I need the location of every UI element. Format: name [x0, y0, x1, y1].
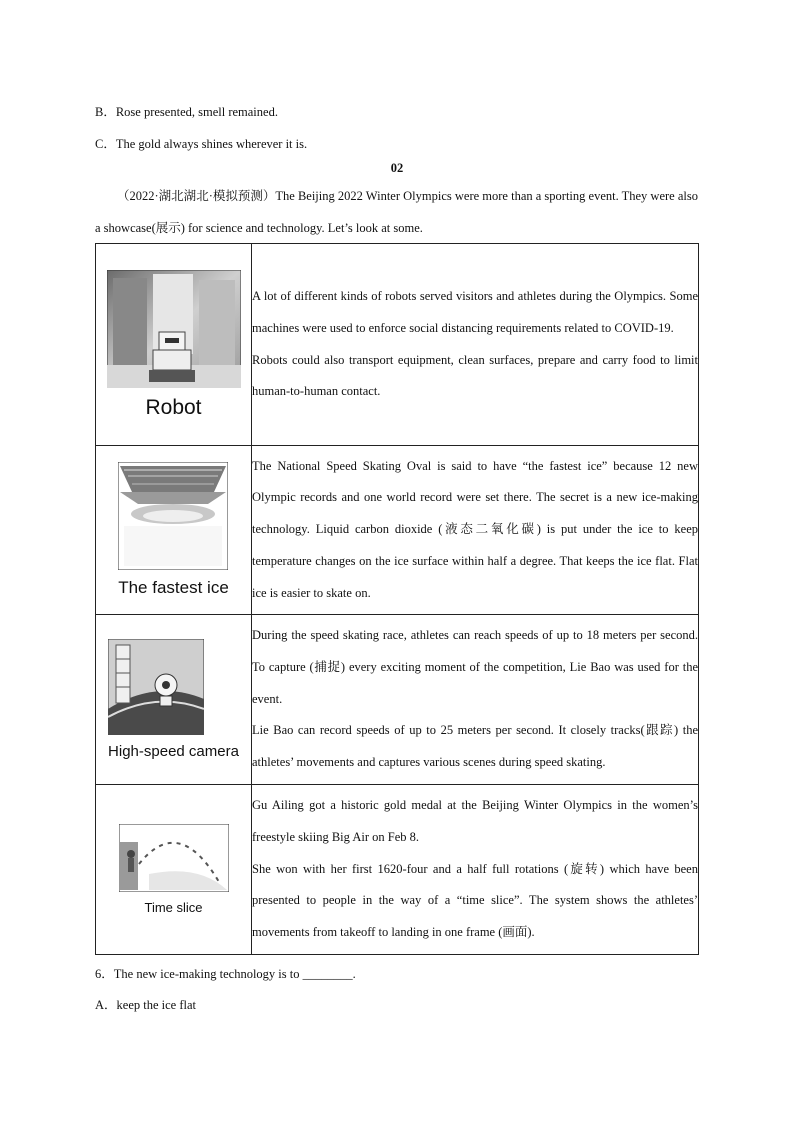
camera-photo [108, 639, 239, 760]
image-cell [96, 615, 252, 785]
robot-photo [107, 270, 241, 420]
paragraph: Robots could also transport equipment, clean surfaces, prepare and carry food to limit human-to-human contact. [252, 352, 698, 399]
paragraph: Gu Ailing got a historic gold medal at the Beijing Winter Olympics in the women’s freestyle skiing Big Air on Feb 8. [252, 798, 698, 844]
option-c [95, 134, 307, 152]
question-number: 6． [95, 967, 114, 981]
option-b [95, 102, 278, 120]
paragraph: A lot of different kinds of robots served visitors and athletes during the Olympics. Some machines were used to enforce social distancing requirements related to COVID-19. [252, 288, 698, 335]
row-caption: High-speed camera [108, 743, 239, 760]
option-letter: A． [95, 998, 117, 1012]
image-cell [96, 446, 252, 615]
option-text: keep the ice flat [116, 998, 196, 1012]
ice-oval-photo [118, 462, 229, 598]
time-slice-skier-icon [119, 824, 229, 892]
paragraph: The National Speed Skating Oval is said to have “the fastest ice” because 12 new Olympic records and one world record were set there. The secret is a new ice-making technology. Liquid carbon dioxide (液态二氧化碳) is put under the ice to keep temperature changes on the ice surface within half a degree. That keeps the ice flat. Flat ice is easier to skate on. [252, 458, 698, 600]
image-cell [96, 785, 252, 955]
row-caption: Time slice [144, 899, 203, 915]
option-a [95, 995, 196, 1013]
row-caption: Robot [145, 395, 202, 419]
time-slice-photo [119, 824, 229, 915]
table-row [96, 785, 699, 955]
option-letter: B． [95, 105, 116, 119]
table-row [96, 446, 699, 615]
paragraph: Lie Bao can record speeds of up to 25 meters per second. It closely tracks(跟踪) the athletes’ movements and captures various scenes during speed skating. [252, 723, 698, 770]
text-cell [252, 785, 699, 955]
question-text: The new ice-making technology is to ________. [113, 967, 356, 981]
option-text: Rose presented, smell remained. [115, 105, 278, 119]
intro-text: The Beijing 2022 Winter Olympics were more than a sporting event. They were also a showcase(展示) for science and technology. Let’s look at some. [95, 189, 698, 235]
option-text: The gold always shines wherever it is. [115, 137, 308, 151]
section-number: 02 [390, 161, 404, 175]
text-cell [252, 244, 699, 446]
high-speed-camera-icon [108, 639, 204, 735]
table-row [96, 615, 699, 785]
intro-paragraph [95, 180, 698, 244]
paragraph: She won with her first 1620-four and a half full rotations (旋转) which have been presented to people in the way of a “time slice”. The system shows the athletes’ movements from takeoff to landing in one frame (画面). [252, 861, 698, 940]
text-cell [252, 446, 699, 615]
paragraph: During the speed skating race, athletes can reach speeds of up to 18 meters per second. To capture (捕捉) every exciting moment of the competition, Lie Bao was used for the event. [252, 628, 698, 706]
robot-image-icon [107, 270, 241, 388]
text-cell [252, 615, 699, 785]
table-row [96, 244, 699, 446]
tech-table [95, 243, 699, 955]
image-cell [96, 244, 252, 446]
speed-skating-oval-icon [118, 462, 228, 570]
option-letter: C． [95, 137, 116, 151]
intro-source: （2022·湖北湖北·模拟预测） [117, 189, 276, 203]
row-caption: The fastest ice [118, 578, 229, 597]
question-6 [95, 964, 356, 982]
